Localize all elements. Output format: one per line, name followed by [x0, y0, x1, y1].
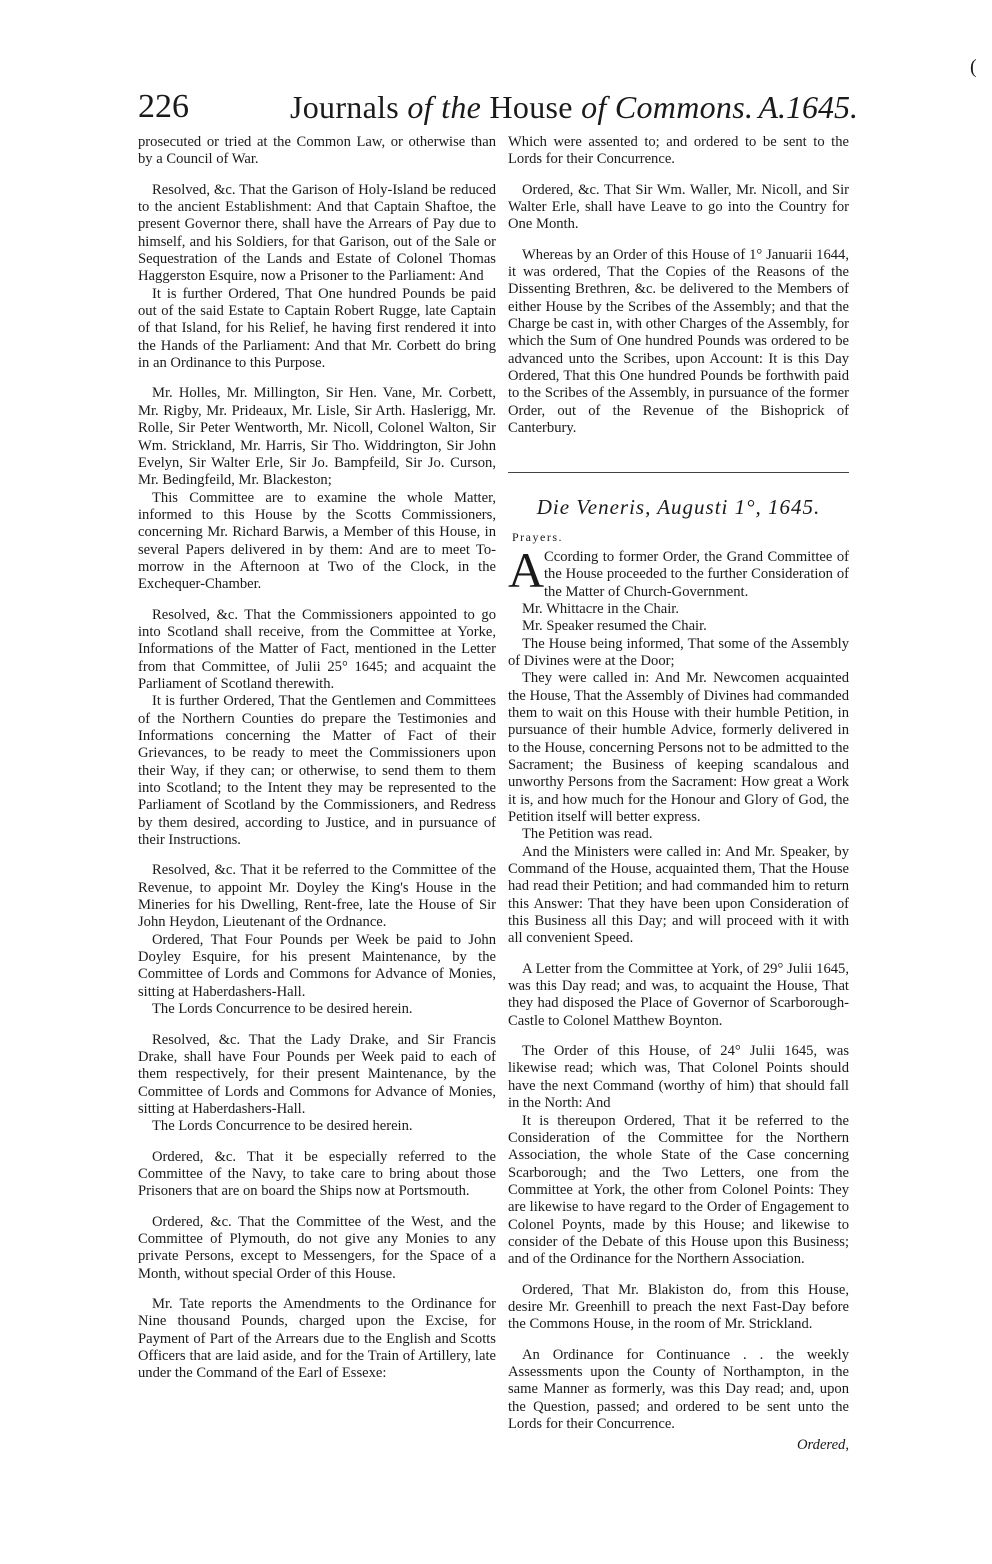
page-number: 226	[138, 88, 189, 125]
committee-members-list: Mr. Holles, Mr. Millington, Sir Hen. Vane, Mr. Corbett, Mr. Rigby, Mr. Prideaux, Mr. Lisle, Sir Arth. Haslerigg, Mr. Rolle, Sir Peter Wentworth, Mr. Nicoll, Colonel Walton, Sir Wm. Strickland, Mr. Harris, Sir Tho. Widdrington, Sir John Evelyn, Sir Walter Erle, Sir Jo. Bampfeild, Sir Jo. Curson, Mr. Bedingfeild, Mr. Blackeston;	[138, 385, 496, 489]
left-paragraph: Ordered, &c. That it be especially referred to the Committee of the Navy, to take care to bring about those Prisoners that are on board the Ships now at Portsmouth.	[138, 1148, 496, 1200]
left-paragraph: Resolved, &c. That the Lady Drake, and Sir Francis Drake, shall have Four Pounds per Week paid to each of them respectively, for their present Maintenance, by the Committee of Lords and Commons for Advance of Monies, sitting at Haberdashers-Hall.	[138, 1031, 496, 1117]
title-part-of-the: of the	[407, 89, 482, 125]
left-paragraph: The Lords Concurrence to be desired herein.	[152, 1118, 413, 1135]
right-column	[508, 134, 849, 1455]
drop-cap: A	[508, 541, 545, 598]
right-paragraph: The Petition was read.	[522, 826, 653, 843]
section-divider	[508, 472, 849, 473]
right-paragraph: Ordered, &c. That Sir Wm. Waller, Mr. Nicoll, and Sir Walter Erle, shall have Leave to go into the Country for One Month.	[508, 181, 849, 233]
right-paragraph: Mr. Whittacre in the Chair.	[522, 600, 679, 617]
title-part-of-commons: of Commons.	[581, 89, 754, 125]
prayers-label: Prayers.	[512, 529, 563, 544]
opening-text: Ccording to former Order, the Grand Committee of the House proceeded to the further Consideration of the Matter of Church-Government.	[544, 548, 849, 600]
left-paragraph: Resolved, &c. That the Garison of Holy-Island be reduced to the ancient Establishment: And that Captain Shaftoe, the present Governor there, shall have the Arrears of Pay due to himself, and his Soldiers, for that Garison, out of the Sale or Sequestration of the Lands and Estate of Colonel Thomas Haggerston Esquire, now a Prisoner to the Parliament: And	[138, 181, 496, 285]
right-paragraph: Mr. Speaker resumed the Chair.	[522, 618, 707, 635]
day-heading: Die Veneris, Augusti 1°, 1645.	[536, 494, 821, 519]
edge-mark: (	[970, 56, 977, 78]
left-paragraph: Resolved, &c. That the Commissioners appointed to go into Scotland shall receive, from the Committee at Yorke, Informations of the Matter of Fact, mentioned in the Letter from that Committee, of Julii 25° 1645; and acquaint the Parliament of Scotland therewith.	[138, 606, 496, 692]
left-paragraph: This Committee are to examine the whole Matter, informed to this House by the Scotts Commissioners, concerning Mr. Richard Barwis, a Member of this House, in several Papers delivered in by them: And are to meet To-morrow in the Afternoon at Two of the Clock, in the Exchequer-Chamber.	[138, 489, 496, 593]
left-paragraph: Ordered, That Four Pounds per Week be paid to John Doyley Esquire, for his present Maintenance, by the Committee of Lords and Commons for Advance of Monies, sitting at Haberdashers-Hall.	[138, 931, 496, 1000]
left-paragraph: Resolved, &c. That it be referred to the Committee of the Revenue, to appoint Mr. Doyley the King's House in the Mineries for his Dwelling, Rent-free, late the House of Sir John Heydon, Lieutenant of the Ordnance.	[138, 862, 496, 931]
right-paragraph: An Ordinance for Continuance . . the weekly Assessments upon the County of Northampton, in the same Manner as formerly, was this Day read; and, upon the Question, passed; and ordered to be sent unto the Lords for their Concurrence.	[508, 1346, 849, 1432]
right-paragraph: And the Ministers were called in: And Mr. Speaker, by Command of the House, acquainted them, That the House had read their Petition; and had commanded him to return this Answer: That they have been upon Consideration of this Business all this Day; and will proceed with it with all convenient Speed.	[508, 843, 849, 947]
right-paragraph: A Letter from the Committee at York, of 29° Julii 1645, was this Day read; and was, to acquaint the House, That they had disposed the Place of Governor of Scarborough-Castle to Colonel Matthew Boynton.	[508, 960, 849, 1029]
title-part-house: House	[489, 89, 573, 125]
right-paragraph: Ordered, That Mr. Blakiston do, from this House, desire Mr. Greenhill to preach the next Fast-Day before the Commons House, in the room of Mr. Strickland.	[508, 1281, 849, 1333]
title-part-journals: Journals	[290, 89, 400, 125]
left-paragraph: The Lords Concurrence to be desired herein.	[152, 1001, 413, 1018]
left-paragraph: Ordered, &c. That the Committee of the West, and the Committee of Plymouth, do not give any Monies to any private Persons, except to Messengers, for the Space of a Month, without special Order of this House.	[138, 1213, 496, 1282]
right-paragraph: They were called in: And Mr. Newcomen acquainted the House, That the Assembly of Divines had commanded them to wait on this House with their humble Petition, in pursuance of their humble Advice, formerly delivered in to the House, concerning Persons not to be admitted to the Sacrament; the Business of keeping scandalous and unworthy Persons from the Sacrament: How great a Work it is, and how much for the Honour and Glory of God, the Petition itself will better express.	[508, 670, 849, 825]
left-paragraph: It is further Ordered, That One hundred Pounds be paid out of the said Estate to Captain Robert Rugge, late Captain of that Island, for his Relief, he having first rendered it into the Hands of the Parliament: And that Mr. Corbett do bring in an Ordinance to this Purpose.	[138, 285, 496, 372]
catchword: Ordered,	[796, 1437, 849, 1454]
right-paragraph: The House being informed, That some of the Assembly of Divines were at the Door;	[508, 635, 849, 669]
left-paragraph: Mr. Tate reports the Amendments to the Ordinance for Nine thousand Pounds, charged upon the Excise, for Payment of Part of the Arrears due to the English and Scotts Officers that are laid aside, and for the Train of Artillery, late under the Command of the Earl of Essexe:	[138, 1295, 496, 1382]
right-paragraph: The Order of this House, of 24° Julii 1645, was likewise read; which was, That Colonel Points should have the next Command (worthy of him) that should fall in the North: And	[508, 1043, 849, 1112]
left-paragraph: It is further Ordered, That the Gentlemen and Committees of the Northern Counties do prepare the Testimonies and Informations concerning the Matter of Fact of their Grievances, to be ready to meet the Commissioners upon their Way, if they can; or otherwise, to send them to them into Scotland; to the Intent they may be represented to the Parliament of Scotland by the Commissioners, and Redress by them desired, according to Justice, and in pursuance of their Instructions.	[138, 693, 496, 849]
opening-paragraph	[508, 541, 849, 601]
left-paragraph: prosecuted or tried at the Common Law, or otherwise than by a Council of War.	[138, 134, 496, 168]
right-paragraph: Whereas by an Order of this House of 1° Januarii 1644, it was ordered, That the Copies of the Reasons of the Dissenting Brethren, &c. be delivered to the Members of either House by the Scribes of the Assembly; and that the Charge be cast in, with other Charges of the Assembly, for which the Sum of One hundred Pounds was ordered to be advanced unto the Scribes, upon Account: It is this Day Ordered, That this One hundred Pounds be forthwith paid to the Scribes of the Assembly, in pursuance of the former Order, out of the Revenue of the Bishoprick of Canterbury.	[508, 246, 849, 437]
running-title	[290, 90, 753, 124]
page-year: A.1645.	[758, 89, 858, 125]
left-column	[138, 134, 496, 1383]
page-header	[138, 78, 858, 128]
right-paragraph: It is thereupon Ordered, That it be referred to the Consideration of the Committee for the Northern Association, the whole State of the Case concerning Scarborough; and the Two Letters, one from the Committee at York, the other from Colonel Points: They are likewise to have regard to the Order of Engagement to Colonel Poynts, made by this House; and likewise to consider of the Debate of this House upon this Business; and of the Ordinance for the Northern Association.	[508, 1112, 849, 1268]
right-paragraph: Which were assented to; and ordered to be sent to the Lords for their Concurrence.	[508, 134, 849, 168]
